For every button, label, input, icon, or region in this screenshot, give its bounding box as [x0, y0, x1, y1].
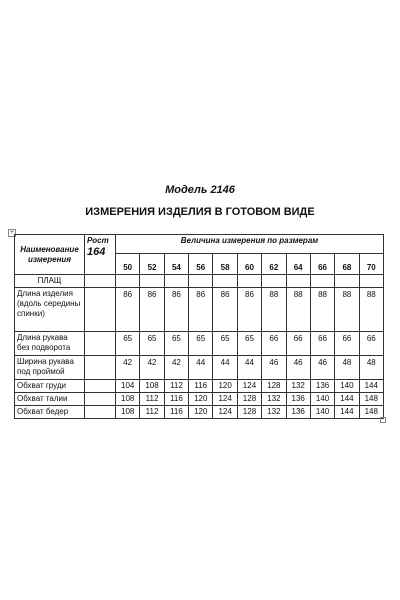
- value-cell: 112: [140, 393, 164, 406]
- value-cell: 144: [335, 393, 359, 406]
- table-move-handle-icon[interactable]: +: [9, 229, 15, 236]
- value-cell: 128: [237, 393, 261, 406]
- value-cell: 124: [237, 380, 261, 393]
- empty-cell: [85, 380, 116, 393]
- value-cell: 148: [359, 393, 383, 406]
- empty-cell: [85, 406, 116, 419]
- value-cell: 116: [164, 406, 188, 419]
- empty-cell: [286, 275, 310, 288]
- value-cell: 46: [310, 356, 334, 380]
- value-cell: 132: [286, 380, 310, 393]
- table-row: [15, 380, 384, 393]
- value-cell: 66: [359, 332, 383, 356]
- header-row: [15, 235, 384, 254]
- empty-cell: [85, 275, 116, 288]
- value-cell: 136: [286, 406, 310, 419]
- value-cell: 128: [237, 406, 261, 419]
- table-row: [15, 406, 384, 419]
- size-header: 62: [262, 254, 286, 275]
- value-cell: 88: [335, 288, 359, 332]
- value-cell: 86: [116, 288, 140, 332]
- row-label: Обхват талии: [15, 393, 85, 406]
- value-cell: 132: [262, 393, 286, 406]
- value-cell: 48: [359, 356, 383, 380]
- value-cell: 116: [189, 380, 213, 393]
- table-row: [15, 356, 384, 380]
- value-cell: 88: [310, 288, 334, 332]
- value-cell: 120: [189, 393, 213, 406]
- row-label: Длина изделия (вдоль середины спинки): [15, 288, 85, 332]
- value-cell: 86: [164, 288, 188, 332]
- value-cell: 112: [140, 406, 164, 419]
- value-cell: 104: [116, 380, 140, 393]
- value-cell: 116: [164, 393, 188, 406]
- value-cell: 148: [359, 406, 383, 419]
- size-header: 58: [213, 254, 237, 275]
- value-cell: 120: [189, 406, 213, 419]
- value-cell: 42: [140, 356, 164, 380]
- size-header: 64: [286, 254, 310, 275]
- value-cell: 66: [310, 332, 334, 356]
- value-cell: 46: [286, 356, 310, 380]
- document-title: ИЗМЕРЕНИЯ ИЗДЕЛИЯ В ГОТОВОМ ВИДЕ: [85, 206, 315, 218]
- value-cell: 136: [286, 393, 310, 406]
- value-cell: 136: [310, 380, 334, 393]
- value-cell: 66: [286, 332, 310, 356]
- rost-label: Рост: [87, 236, 109, 245]
- table-resize-handle-icon[interactable]: [380, 417, 386, 423]
- value-cell: 48: [335, 356, 359, 380]
- rost-value: 164: [87, 246, 106, 258]
- size-header: 50: [116, 254, 140, 275]
- empty-cell: [140, 275, 164, 288]
- section-label: ПЛАЩ: [15, 275, 85, 288]
- value-cell: 65: [213, 332, 237, 356]
- size-header: 56: [189, 254, 213, 275]
- size-header: 52: [140, 254, 164, 275]
- empty-cell: [213, 275, 237, 288]
- row-label: Ширина рукава под проймой: [15, 356, 85, 380]
- value-cell: 65: [140, 332, 164, 356]
- header-rost-cell: [85, 235, 116, 275]
- value-cell: 44: [237, 356, 261, 380]
- value-cell: 108: [140, 380, 164, 393]
- empty-cell: [85, 393, 116, 406]
- value-cell: 108: [116, 393, 140, 406]
- value-cell: 88: [262, 288, 286, 332]
- value-cell: 140: [310, 406, 334, 419]
- value-cell: 86: [213, 288, 237, 332]
- row-label: Обхват бедер: [15, 406, 85, 419]
- size-header: 66: [310, 254, 334, 275]
- value-cell: 124: [213, 406, 237, 419]
- value-cell: 144: [359, 380, 383, 393]
- table-row: [15, 393, 384, 406]
- empty-cell: [359, 275, 383, 288]
- value-cell: 128: [262, 380, 286, 393]
- table-row: [15, 332, 384, 356]
- value-cell: 44: [213, 356, 237, 380]
- value-cell: 66: [335, 332, 359, 356]
- empty-cell: [189, 275, 213, 288]
- value-cell: 46: [262, 356, 286, 380]
- value-cell: 86: [189, 288, 213, 332]
- header-name-cell: Наименование измерения: [15, 235, 85, 275]
- value-cell: 144: [335, 406, 359, 419]
- empty-cell: [262, 275, 286, 288]
- size-header: 70: [359, 254, 383, 275]
- model-title: Модель 2146: [165, 184, 235, 196]
- empty-cell: [85, 288, 116, 332]
- value-cell: 88: [286, 288, 310, 332]
- value-cell: 42: [164, 356, 188, 380]
- table-row: [15, 288, 384, 332]
- empty-cell: [85, 356, 116, 380]
- size-header: 68: [335, 254, 359, 275]
- value-cell: 108: [116, 406, 140, 419]
- value-cell: 65: [116, 332, 140, 356]
- size-header: 54: [164, 254, 188, 275]
- section-row: [15, 275, 384, 288]
- value-cell: 66: [262, 332, 286, 356]
- empty-cell: [237, 275, 261, 288]
- empty-cell: [335, 275, 359, 288]
- value-cell: 65: [189, 332, 213, 356]
- value-cell: 124: [213, 393, 237, 406]
- value-cell: 42: [116, 356, 140, 380]
- value-cell: 86: [237, 288, 261, 332]
- header-caption-cell: Величина измерения по размерам: [116, 235, 384, 254]
- value-cell: 140: [310, 393, 334, 406]
- value-cell: 112: [164, 380, 188, 393]
- value-cell: 88: [359, 288, 383, 332]
- empty-cell: [85, 332, 116, 356]
- value-cell: 120: [213, 380, 237, 393]
- row-label: Обхват груди: [15, 380, 85, 393]
- value-cell: 132: [262, 406, 286, 419]
- row-label: Длина рукава без подворота: [15, 332, 85, 356]
- empty-cell: [116, 275, 140, 288]
- empty-cell: [310, 275, 334, 288]
- value-cell: 44: [189, 356, 213, 380]
- size-header: 60: [237, 254, 261, 275]
- value-cell: 86: [140, 288, 164, 332]
- empty-cell: [164, 275, 188, 288]
- value-cell: 65: [237, 332, 261, 356]
- value-cell: 140: [335, 380, 359, 393]
- value-cell: 65: [164, 332, 188, 356]
- measurements-table: [14, 234, 384, 419]
